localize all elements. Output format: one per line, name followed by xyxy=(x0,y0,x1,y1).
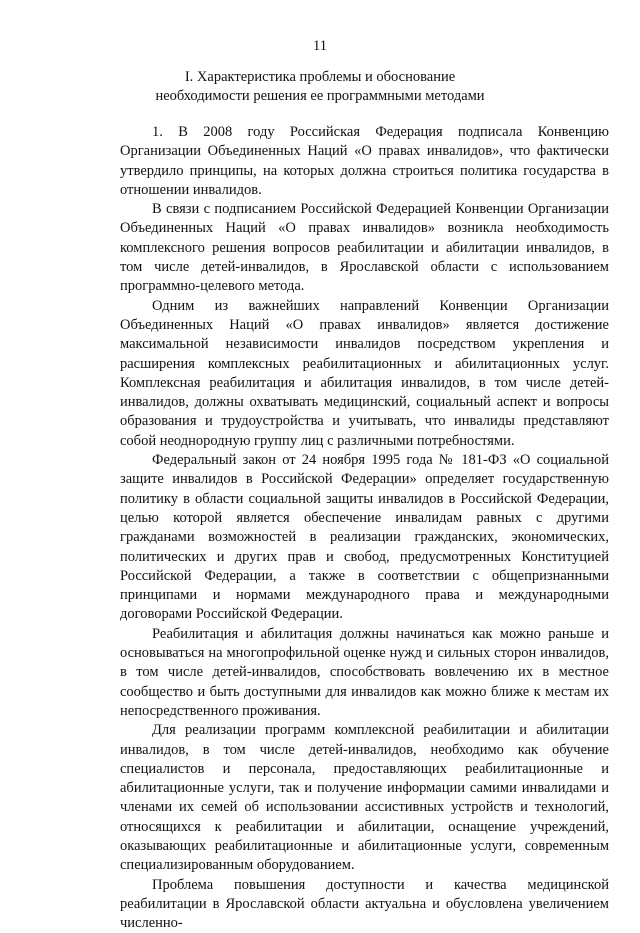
section-heading-line-1: I. Характеристика проблемы и обоснование xyxy=(184,69,456,85)
paragraph: Федеральный закон от 24 ноября 1995 года № 181-ФЗ «О социальной защите инвалидов в Российской Федерации» определяет государственную политику в области социальной защиты инвалидов в Российской Федерации, целью которой является обеспечение инвалидам равных с другими гражданами возможностей в реализации гражданских, экономических, политических и других прав и свобод, предусмотренных Конституцией Российской Федерации, а также в соответствии с общепризнанными принципами и нормами международного права и международными договорами Российской Федерации. xyxy=(120,452,609,623)
section-heading-line-2: необходимости решения ее программными методами xyxy=(155,88,485,104)
section-heading xyxy=(60,68,580,106)
paragraph: Для реализации программ комплексной реабилитации и абилитации инвалидов, в том числе детей-инвалидов, необходимо как обучение специалистов и персонала, предоставляющих реабилитационные и абилитационные услуги, так и получение информации самими инвалидами и членами их семей об использовании ассистивных устройств и технологий, относящихся к реабилитации и абилитации, оснащение учреждений, оказывающих реабилитационные и абилитационные услуги, современным специализированным оборудованием. xyxy=(120,722,609,874)
body-text xyxy=(120,123,609,933)
paragraph: Одним из важнейших направлений Конвенции Организации Объединенных Наций «О правах инвалидов» является достижение максимальной независимости инвалидов посредством укрепления и расширения комплексных реабилитационных и абилитационных услуг. Комплексная реабилитация и абилитация инвалидов, в том числе детей-инвалидов, должны охватывать медицинский, социальный аспект и вопросы образования и трудоустройства и учитывать, что инвалиды представляют собой неоднородную группу лиц с различными потребностями. xyxy=(120,297,609,449)
paragraph: Проблема повышения доступности и качества медицинской реабилитации в Ярославской области актуальна и обусловлена увеличением численно- xyxy=(120,876,609,932)
paragraph: 1. В 2008 году Российская Федерация подписала Конвенцию Организации Объединенных Наций «О правах инвалидов», что фактически утвердило принципы, на которых должна строиться политика государства в отношении инвалидов. xyxy=(120,124,609,198)
paragraph: В связи с подписанием Российской Федерацией Конвенции Организации Объединенных Наций «О правах инвалидов» возникла необходимость комплексного решения вопросов реабилитации и абилитации инвалидов, в том числе детей-инвалидов, в Ярославской области с использованием программно-целевого метода. xyxy=(120,201,609,295)
page-number: 11 xyxy=(313,38,327,54)
paragraph: Реабилитация и абилитация должны начинаться как можно раньше и основываться на многопрофильной оценке нужд и сильных сторон инвалидов, в том числе детей-инвалидов, способствовать вовлечению их в местное сообщество и быть доступными для инвалидов как можно ближе к местам их непосредственного проживания. xyxy=(120,625,609,719)
